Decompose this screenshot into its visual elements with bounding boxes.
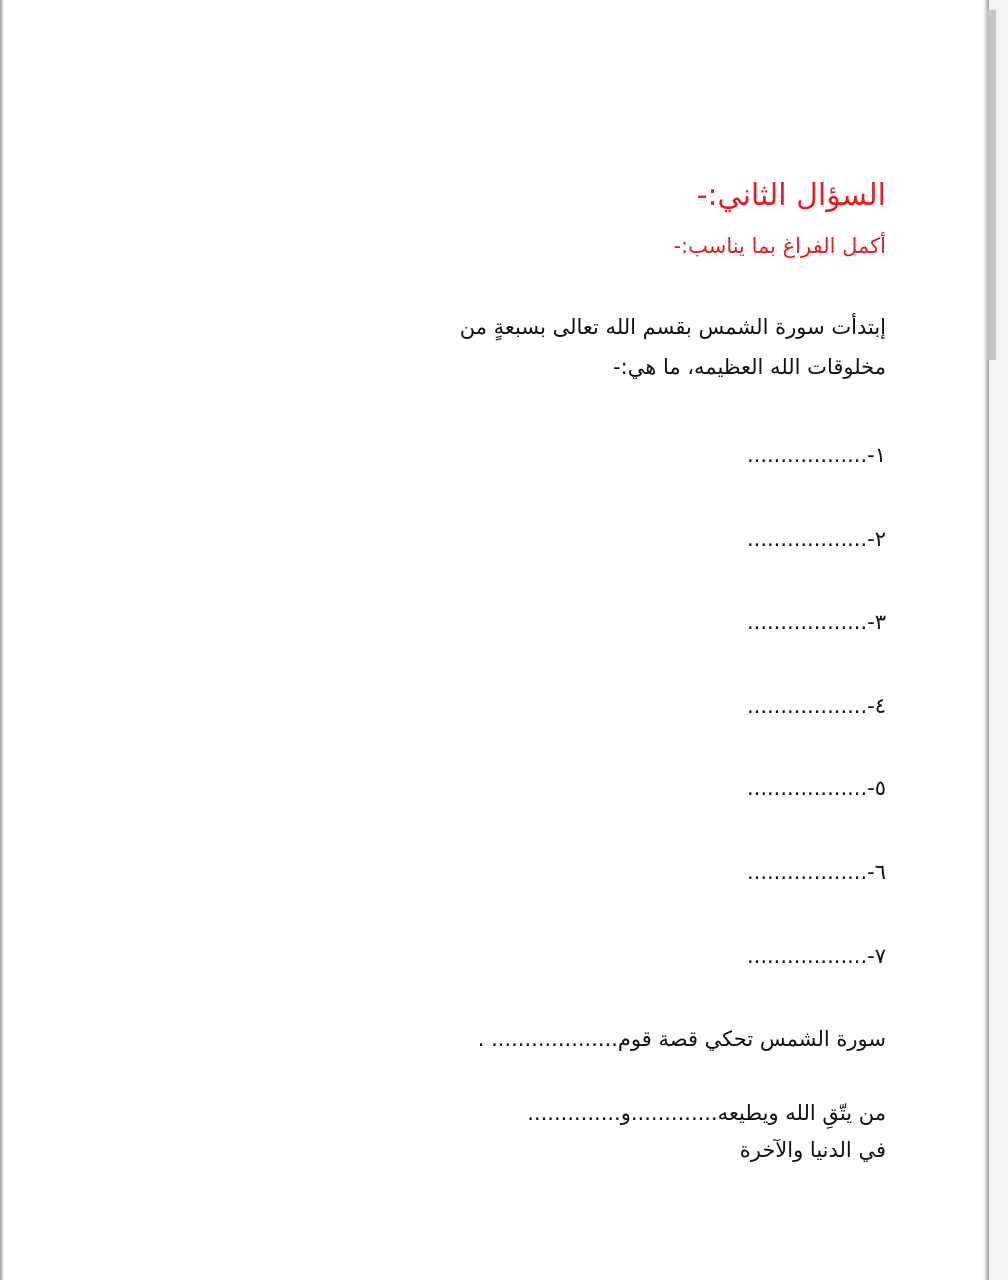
statement-obedience-line-2: في الدنيا والآخرة — [739, 1138, 886, 1162]
answer-blank[interactable]: .................. — [746, 776, 868, 800]
answer-blank[interactable]: .................. — [746, 527, 868, 551]
question-title: السؤال الثاني:- — [696, 178, 886, 213]
item-number: ١- — [867, 443, 886, 467]
statement-people-story: سورة الشمس تحكي قصة قوم................... . — [477, 1027, 886, 1051]
answer-blank[interactable]: .................. — [746, 860, 868, 884]
item-number: ٣- — [867, 610, 886, 634]
answer-item-3 — [747, 610, 886, 634]
answer-blank[interactable]: .................. — [746, 443, 868, 467]
item-number: ٥- — [867, 776, 886, 800]
answer-blank[interactable]: .................. — [746, 944, 868, 968]
intro-line-1: إبتدأت سورة الشمس بقسم الله تعالى بسبعةٍ من — [459, 315, 886, 339]
answer-item-5 — [747, 776, 886, 800]
answer-item-6 — [747, 860, 886, 884]
item-number: ٤- — [867, 694, 886, 718]
item-number: ٢- — [867, 527, 886, 551]
answer-item-2 — [747, 527, 886, 551]
answer-blank[interactable]: .................. — [746, 694, 868, 718]
answer-item-1 — [747, 443, 886, 467]
item-number: ٦- — [867, 860, 886, 884]
answer-blank[interactable]: .................. — [746, 610, 868, 634]
intro-line-2: مخلوقات الله العظيمه، ما هي:- — [613, 355, 886, 379]
item-number: ٧- — [867, 944, 886, 968]
answer-item-7 — [747, 944, 886, 968]
answer-item-4 — [747, 694, 886, 718]
statement-obedience-line-1: من يتّقِ الله ويطيعه.............و.............. — [527, 1101, 886, 1125]
question-instruction: أكمل الفراغ بما يناسب:- — [673, 234, 886, 258]
